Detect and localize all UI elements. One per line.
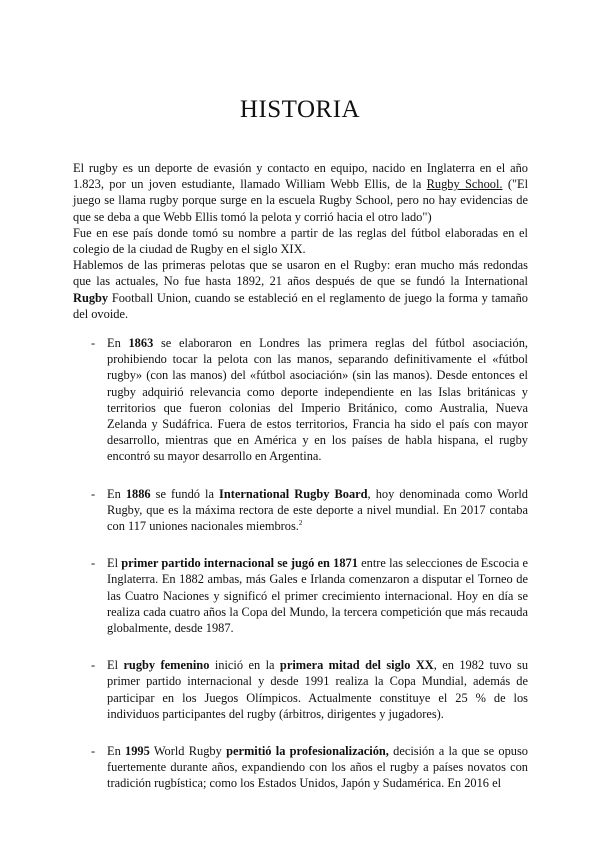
intro-paragraph-2: Fue en ese país donde tomó su nombre a partir de las reglas del fútbol elaboradas en el colegio de la ciudad de Rugby en el siglo XIX. [73, 225, 528, 257]
bullet-dash: - [91, 744, 96, 759]
intro-paragraph-1: El rugby es un deporte de evasión y contacto en equipo, nacido en Inglaterra en el año 1.823, por un joven estudiante, llamado William Webb Ellis, de la Rugby School. ("El juego se llama rugby porque surge en la escuela Rugby School, pero no hay evidencias de que se deba a que Webb Ellis tomó la pelota y corrió hacia el otro lado") [73, 161, 529, 224]
intro-section [73, 160, 528, 322]
list-item: - En 1886 se fundó la International Rugby Board, hoy denominada como World Rugby, que es la máxima rectora de este deporte a nivel mundial. En 2017 contaba con 117 uniones nacionales miembros.$^2$ [91, 486, 528, 534]
list-item: - El primer partido internacional se jugó en 1871 entre las selecciones de Escocia e Inglaterra. En 1882 ambas, más Gales e Irlanda comenzaron a disputar el Torneo de las Cuatro Naciones y significó el primer crecimiento internacional. Hoy en día se realiza cada cuatro años la Copa del Mundo, la tercera competición que más recauda globalmente, desde 1987. [91, 556, 528, 636]
bullet-dash: - [91, 486, 96, 501]
bullet-dash: - [91, 556, 96, 571]
list-item: - En 1863 se elaboraron en Londres las primera reglas del fútbol asociación, prohibiendo tocar la pelota con las manos, separando definitivamente el «fútbol rugby» (con las manos) del «fútbol asociación» (sin las manos). Desde entonces el rugby adquirió relevancia como deporte independiente en las Islas británicas y territorios que fueron colonias del Imperio Británico, como Australia, Nueva Zelanda y Sudáfrica. Fuera de estos territorios, Francia ha sido el país con mayor desarrollo, mientras que en América y en los países de habla hispana, el rugby encontró su mayor desarrollo en Argentina. [91, 336, 528, 464]
list-item: - En 1995 World Rugby permitió la profesionalización, decisión a la que se opuso fuertemente durante años, expandiendo con los años el rugby a países novatos con tradición rugbística; como los Estados Unidos, Japón y Sudamérica. En 2016 el [91, 744, 528, 791]
rugby-school-link[interactable]: Rugby School. [426, 177, 503, 192]
history-list [73, 335, 528, 813]
list-item: - El rugby femenino inició en la primera mitad del siglo XX, en 1982 tuvo su primer partido internacional y desde 1991 realiza la Copa Mundial, además de participar en los Juegos Olímpicos. Actualmente constituye el 25 % de los individuos participantes del rugby (árbitros, dirigentes y jugadores). [91, 658, 529, 721]
bullet-dash: - [91, 336, 96, 350]
intro-paragraph-3: Hablemos de las primeras pelotas que se usaron en el Rugby: eran mucho más redondas que las actuales, No fue hasta 1892, 21 años después de que se fundó la International Rugby Football Union, cuando se estableció en el reglamento de juego la forma y tamaño del ovoide. [73, 258, 528, 321]
footnote-ref[interactable]: 2 [298, 518, 303, 527]
page-title: HISTORIA [239, 96, 361, 123]
bullet-dash: - [91, 658, 96, 673]
